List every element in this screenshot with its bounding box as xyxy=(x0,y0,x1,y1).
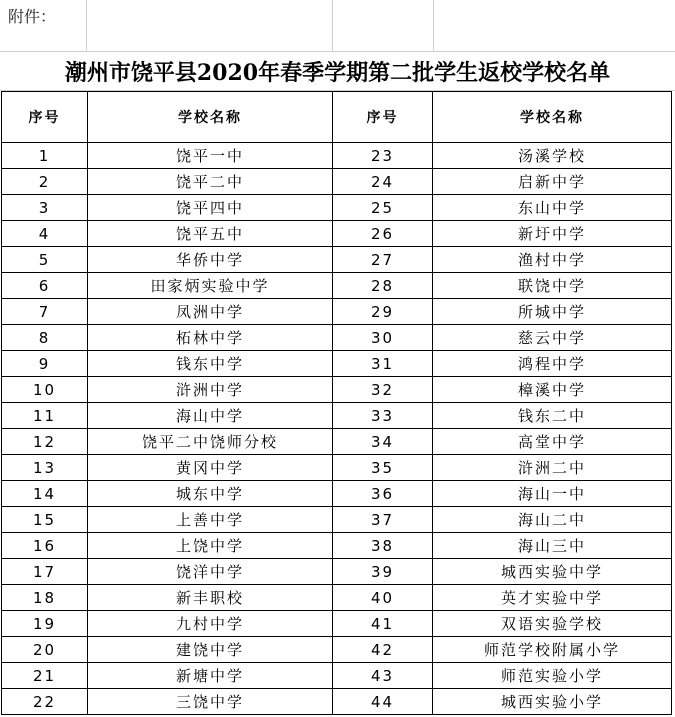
seq-cell: 8 xyxy=(2,325,88,351)
table-row xyxy=(2,299,672,325)
seq-cell: 37 xyxy=(333,507,433,533)
seq-cell: 25 xyxy=(333,195,433,221)
school-name-cell: 华侨中学 xyxy=(88,247,333,273)
school-name-cell: 联饶中学 xyxy=(433,273,672,299)
table-row xyxy=(2,351,672,377)
table-row xyxy=(2,507,672,533)
school-name-cell: 城西实验中学 xyxy=(433,559,672,585)
school-name-cell: 上善中学 xyxy=(88,507,333,533)
school-name-cell: 黄冈中学 xyxy=(88,455,333,481)
seq-cell: 13 xyxy=(2,455,88,481)
table-row xyxy=(2,585,672,611)
seq-cell: 18 xyxy=(2,585,88,611)
school-name-cell: 饶平二中 xyxy=(88,169,333,195)
seq-cell: 6 xyxy=(2,273,88,299)
school-name-cell: 新丰职校 xyxy=(88,585,333,611)
school-name-cell: 鸿程中学 xyxy=(433,351,672,377)
empty-cell xyxy=(333,0,434,51)
school-name-cell: 启新中学 xyxy=(433,169,672,195)
empty-cell xyxy=(87,0,333,51)
title-row xyxy=(0,52,675,91)
seq-cell: 17 xyxy=(2,559,88,585)
table-row xyxy=(2,143,672,169)
school-name-cell: 饶洋中学 xyxy=(88,559,333,585)
table-row xyxy=(2,611,672,637)
school-name-cell: 柘林中学 xyxy=(88,325,333,351)
school-name-cell: 海山一中 xyxy=(433,481,672,507)
seq-cell: 5 xyxy=(2,247,88,273)
seq-cell: 2 xyxy=(2,169,88,195)
school-name-cell: 建饶中学 xyxy=(88,637,333,663)
school-name-cell: 凤洲中学 xyxy=(88,299,333,325)
school-name-cell: 新圩中学 xyxy=(433,221,672,247)
seq-cell: 27 xyxy=(333,247,433,273)
school-name-cell: 师范学校附属小学 xyxy=(433,637,672,663)
table-row xyxy=(2,403,672,429)
seq-cell: 31 xyxy=(333,351,433,377)
table-row xyxy=(2,637,672,663)
attachment-row xyxy=(0,0,675,52)
school-name-cell: 海山三中 xyxy=(433,533,672,559)
table-row xyxy=(2,663,672,689)
seq-cell: 35 xyxy=(333,455,433,481)
seq-cell: 23 xyxy=(333,143,433,169)
table-row xyxy=(2,559,672,585)
seq-cell: 9 xyxy=(2,351,88,377)
school-name-cell: 钱东二中 xyxy=(433,403,672,429)
school-name-cell: 钱东中学 xyxy=(88,351,333,377)
school-name-cell: 饶平一中 xyxy=(88,143,333,169)
seq-cell: 1 xyxy=(2,143,88,169)
seq-cell: 38 xyxy=(333,533,433,559)
table-header-row xyxy=(2,92,672,143)
school-name-cell: 高堂中学 xyxy=(433,429,672,455)
school-name-cell: 师范实验小学 xyxy=(433,663,672,689)
empty-cell xyxy=(434,0,675,51)
document-title: 潮州市饶平县2020年春季学期第二批学生返校学校名单 xyxy=(64,59,611,86)
seq-cell: 15 xyxy=(2,507,88,533)
school-name-cell: 英才实验中学 xyxy=(433,585,672,611)
table-row xyxy=(2,247,672,273)
table-row xyxy=(2,325,672,351)
seq-cell: 19 xyxy=(2,611,88,637)
seq-cell: 24 xyxy=(333,169,433,195)
school-name-cell: 城东中学 xyxy=(88,481,333,507)
seq-cell: 30 xyxy=(333,325,433,351)
seq-cell: 26 xyxy=(333,221,433,247)
seq-cell: 28 xyxy=(333,273,433,299)
school-name-cell: 汤溪学校 xyxy=(433,143,672,169)
school-name-cell: 九村中学 xyxy=(88,611,333,637)
seq-cell: 42 xyxy=(333,637,433,663)
seq-cell: 29 xyxy=(333,299,433,325)
school-name-cell: 城西实验小学 xyxy=(433,689,672,715)
header-name-left: 学校名称 xyxy=(88,92,333,143)
seq-cell: 22 xyxy=(2,689,88,715)
table-row xyxy=(2,455,672,481)
header-name-right: 学校名称 xyxy=(433,92,672,143)
seq-cell: 12 xyxy=(2,429,88,455)
school-name-cell: 所城中学 xyxy=(433,299,672,325)
school-name-cell: 新塘中学 xyxy=(88,663,333,689)
seq-cell: 44 xyxy=(333,689,433,715)
table-row xyxy=(2,169,672,195)
seq-cell: 3 xyxy=(2,195,88,221)
seq-cell: 39 xyxy=(333,559,433,585)
table-row xyxy=(2,377,672,403)
school-list-table xyxy=(1,91,672,715)
table-row xyxy=(2,481,672,507)
seq-cell: 41 xyxy=(333,611,433,637)
header-seq-right: 序号 xyxy=(333,92,433,143)
header-seq-left: 序号 xyxy=(2,92,88,143)
attachment-cell xyxy=(0,0,87,51)
table-row xyxy=(2,689,672,715)
seq-cell: 20 xyxy=(2,637,88,663)
school-name-cell: 饶平二中饶师分校 xyxy=(88,429,333,455)
school-name-cell: 饶平四中 xyxy=(88,195,333,221)
seq-cell: 11 xyxy=(2,403,88,429)
seq-cell: 7 xyxy=(2,299,88,325)
school-name-cell: 慈云中学 xyxy=(433,325,672,351)
school-name-cell: 海山二中 xyxy=(433,507,672,533)
attachment-label: 附件： xyxy=(8,7,57,26)
seq-cell: 14 xyxy=(2,481,88,507)
school-name-cell: 渔村中学 xyxy=(433,247,672,273)
seq-cell: 32 xyxy=(333,377,433,403)
table-row xyxy=(2,195,672,221)
school-name-cell: 浒洲二中 xyxy=(433,455,672,481)
seq-cell: 21 xyxy=(2,663,88,689)
school-name-cell: 樟溪中学 xyxy=(433,377,672,403)
school-name-cell: 上饶中学 xyxy=(88,533,333,559)
school-name-cell: 海山中学 xyxy=(88,403,333,429)
school-name-cell: 饶平五中 xyxy=(88,221,333,247)
seq-cell: 16 xyxy=(2,533,88,559)
school-name-cell: 田家炳实验中学 xyxy=(88,273,333,299)
seq-cell: 34 xyxy=(333,429,433,455)
school-name-cell: 东山中学 xyxy=(433,195,672,221)
school-name-cell: 双语实验学校 xyxy=(433,611,672,637)
school-name-cell: 三饶中学 xyxy=(88,689,333,715)
table-row xyxy=(2,273,672,299)
table-row xyxy=(2,533,672,559)
seq-cell: 43 xyxy=(333,663,433,689)
seq-cell: 10 xyxy=(2,377,88,403)
school-name-cell: 浒洲中学 xyxy=(88,377,333,403)
seq-cell: 40 xyxy=(333,585,433,611)
seq-cell: 36 xyxy=(333,481,433,507)
seq-cell: 4 xyxy=(2,221,88,247)
seq-cell: 33 xyxy=(333,403,433,429)
table-row xyxy=(2,429,672,455)
table-row xyxy=(2,221,672,247)
